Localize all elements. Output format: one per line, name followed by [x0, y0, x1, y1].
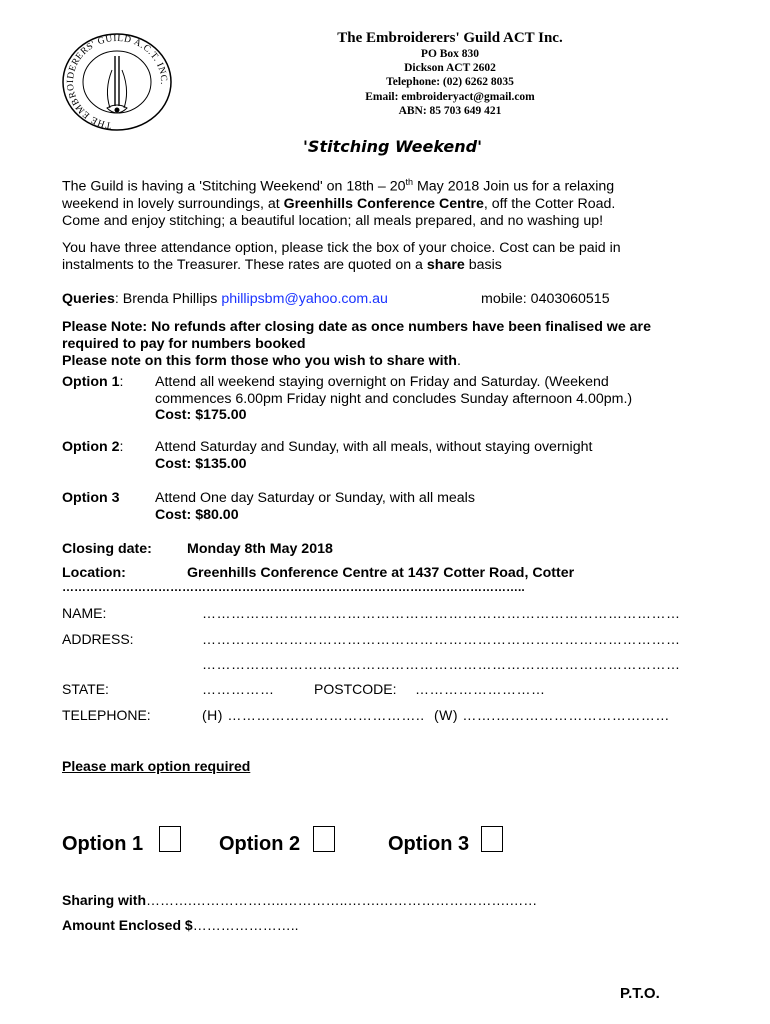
pto-label: P.T.O.	[620, 985, 660, 1002]
location-label: Location:	[62, 565, 126, 581]
address-label: ADDRESS:	[62, 631, 134, 647]
org-telephone: Telephone: (02) 6262 8035	[386, 76, 514, 89]
intro-text: May 2018 Join us for a relaxing	[413, 178, 615, 195]
intro-paragraph	[62, 174, 722, 230]
check-option-1-label: Option 1	[62, 833, 144, 855]
closing-date-label: Closing date:	[62, 541, 152, 557]
org-email: Email: embroideryact@gmail.com	[365, 90, 535, 103]
closing-date-value: Monday 8th May 2018	[187, 541, 333, 557]
options-text: basis	[464, 257, 502, 273]
guild-logo	[52, 30, 182, 135]
telephone-label: TELEPHONE:	[62, 707, 151, 723]
venue-name: Greenhills Conference Centre	[283, 195, 484, 212]
option-1-desc: commences 6.00pm Friday night and concludes Sunday afternoon 4.00pm.)	[155, 390, 633, 407]
check-option-2-label: Option 2	[219, 833, 301, 855]
option-1-label: Option 1:	[62, 374, 124, 390]
option-3-label: Option 3	[62, 490, 120, 506]
option-2-cost: Cost: $135.00	[155, 455, 247, 472]
org-name: The Embroiderers' Guild ACT Inc.	[337, 30, 563, 46]
sharing-field[interactable]: ……….………………..…………..…….……………………….……	[146, 892, 538, 908]
option-1-checkbox[interactable]	[159, 826, 181, 852]
queries-line	[62, 291, 722, 308]
refund-note: Please Note: No refunds after closing date as once numbers have been finalised we are required to pay for numbers booked Please note on this form those who you wish to share with.	[62, 319, 722, 370]
option-3-cost: Cost: $80.00	[155, 506, 239, 523]
intro-text: The Guild is having a 'Stitching Weekend' on 18th – 20	[62, 178, 406, 195]
options-text: instalments to the Treasurer. These rates are quoted on a	[62, 257, 427, 273]
state-field[interactable]: ……………	[202, 681, 275, 697]
queries-label: Queries	[62, 291, 115, 307]
amount-label: Amount Enclosed $	[62, 917, 193, 933]
option-2-desc: Attend Saturday and Sunday, with all meals, without staying overnight	[155, 439, 593, 455]
queries-name: : Brenda Phillips	[114, 291, 222, 307]
check-option-3-label: Option 3	[388, 833, 470, 855]
option-3-desc: Attend One day Saturday or Sunday, with all meals	[155, 490, 475, 506]
name-label: NAME:	[62, 605, 107, 621]
note-line: Please note on this form those who you wish to share with	[62, 353, 457, 369]
svg-text:THE EMBROIDERERS' GUILD A.C.T.	[66, 34, 168, 130]
intro-sup: th	[405, 177, 414, 187]
sharing-line	[62, 892, 537, 908]
amount-field[interactable]: …………………..	[192, 917, 299, 933]
divider-dots: ……………………………………………………………………………………………………..	[62, 580, 525, 594]
work-phone-field[interactable]: (W) …….………………………………	[434, 707, 670, 723]
share-word: share	[426, 257, 465, 273]
intro-text: Come and enjoy stitching; a beautiful location; all meals prepared, and no washing up!	[62, 212, 604, 229]
note-line: required to pay for numbers booked	[62, 336, 306, 352]
address-field-line-2[interactable]: ………………………………………………………………………………………	[202, 656, 681, 672]
intro-text: , off the Cotter Road.	[483, 195, 616, 212]
name-field[interactable]: ………………………………………………………………………………………	[202, 605, 681, 621]
sharing-label: Sharing with	[62, 892, 146, 908]
option-2-checkbox[interactable]	[313, 826, 335, 852]
postcode-field[interactable]: ………………………	[415, 681, 546, 697]
option-3-details	[155, 490, 715, 523]
org-abn: ABN: 85 703 649 421	[398, 104, 502, 117]
mark-option-heading: Please mark option required	[62, 758, 251, 774]
org-contact	[250, 47, 650, 118]
option-1-cost: Cost: $175.00	[155, 407, 247, 423]
option-2-label: Option 2:	[62, 439, 124, 455]
page-title: 'Stitching Weekend'	[303, 137, 482, 156]
options-paragraph	[62, 240, 722, 274]
queries-mobile: mobile: 0403060515	[481, 291, 610, 307]
address-field-line-1[interactable]: ………………………………………………………………………………………	[202, 631, 681, 647]
location-value: Greenhills Conference Centre at 1437 Cotter Road, Cotter	[187, 565, 575, 581]
org-address: Dickson ACT 2602	[404, 62, 496, 75]
option-1-desc: Attend all weekend staying overnight on Friday and Saturday. (Weekend	[155, 374, 609, 390]
org-po-box: PO Box 830	[420, 48, 480, 60]
option-1-details	[155, 374, 715, 424]
home-phone-field[interactable]: (H) …………………………………..	[202, 707, 425, 723]
postcode-label: POSTCODE:	[314, 681, 397, 697]
amount-line	[62, 917, 298, 933]
options-text: You have three attendance option, please tick the box of your choice. Cost can be paid in	[62, 240, 621, 256]
logo-ring-text: THE EMBROIDERERS' GUILD A.C.T. INC.	[65, 33, 169, 130]
state-label: STATE:	[62, 681, 109, 697]
option-3-checkbox[interactable]	[481, 826, 503, 852]
queries-email-link[interactable]: phillipsbm@yahoo.com.au	[221, 291, 388, 307]
option-2-details	[155, 439, 715, 472]
intro-text: weekend in lovely surroundings, at	[62, 195, 284, 212]
note-line: Please Note: No refunds after closing date as once numbers have been finalised we are	[62, 319, 651, 335]
